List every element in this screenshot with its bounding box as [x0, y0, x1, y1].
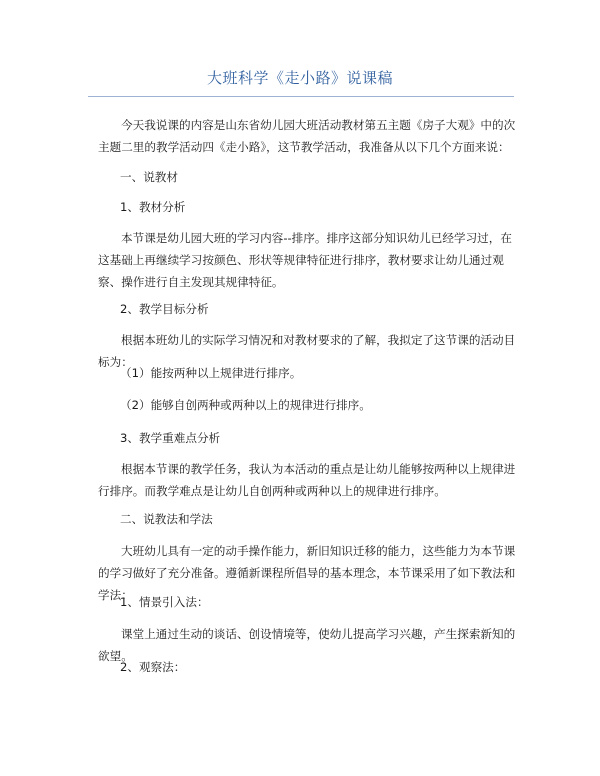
subsection-3-paragraph: 根据本节课的教学任务，我认为本活动的重点是让幼儿能够按两种以上规律进行排序。而教学难点是让幼儿自创两种或两种以上的规律进行排序。 — [98, 462, 516, 498]
subsection-1-paragraph: 本节课是幼儿园大班的学习内容--排序。排序这部分知识幼儿已经学习过，在这基础上再继续学习按颜色、形状等规律特征进行排序，教材要求让幼儿通过观察、操作进行自主发现其规律特征。 — [98, 231, 512, 289]
document-title: 大班科学《走小路》说课稿 — [206, 69, 393, 87]
intro-paragraph: 今天我说课的内容是山东省幼儿园大班活动教材第五主题《房子大观》中的次主题二里的教学活动四《走小路》，这节教学活动，我准备从以下几个方面来说： — [98, 118, 516, 154]
method-1-paragraph: 课堂上通过生动的谈话、创设情境等，使幼儿提高学习兴趣，产生探索新知的欲望。 — [98, 627, 516, 663]
method-2-heading: 2、观察法： — [120, 660, 186, 674]
goal-1-item: （1）能按两种以上规律进行排序。 — [120, 366, 302, 380]
method-1-heading: 1、情景引入法： — [120, 595, 209, 609]
title-divider — [88, 96, 514, 97]
goal-2-item: （2）能够自创两种或两种以上的规律进行排序。 — [120, 398, 371, 412]
subsection-1-heading: 1、教材分析 — [120, 200, 186, 214]
section-2-paragraph: 大班幼儿具有一定的动手操作能力，新旧知识迁移的能力，这些能力为本节课的学习做好了充分准备。遵循新课程所倡导的基本理念，本节课采用了如下教法和学法： — [98, 544, 516, 602]
section-2-heading: 二、说教法和学法 — [120, 512, 213, 526]
subsection-3-heading: 3、教学重难点分析 — [120, 431, 221, 445]
subsection-2-paragraph: 根据本班幼儿的实际学习情况和对教材要求的了解，我拟定了这节课的活动目标为： — [98, 333, 516, 369]
subsection-2-heading: 2、教学目标分析 — [120, 302, 209, 316]
section-1-heading: 一、说教材 — [120, 170, 178, 184]
